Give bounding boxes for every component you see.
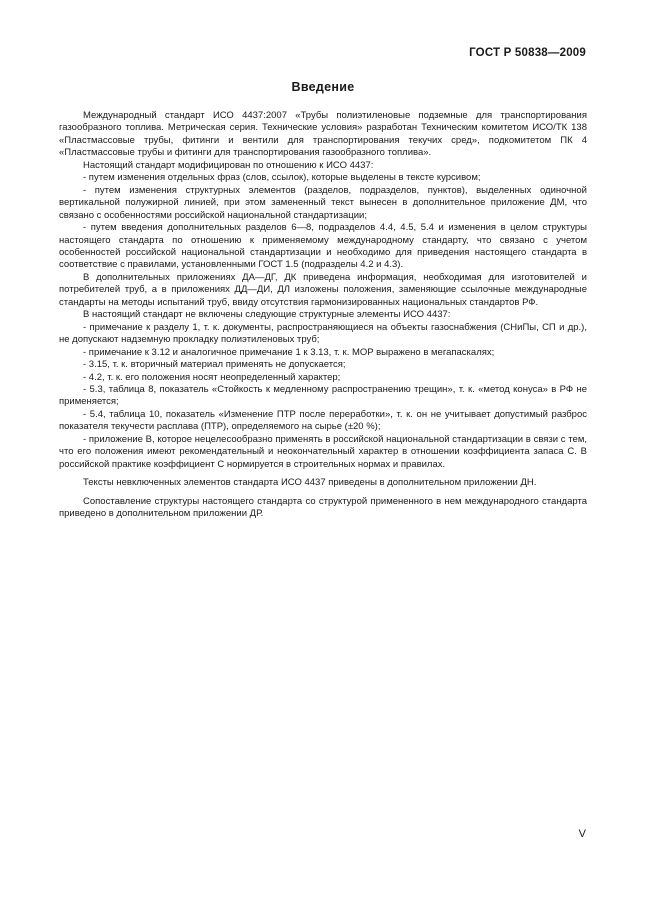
list-item: - путем изменения структурных элементов (разделов, подразделов, пунктов), выделенных одиночной вертикальной полужирной линией, при этом замененный текст вынесен в дополнительное приложение ДМ, что связано с особенностями российской национальной стандартизации; <box>59 184 587 221</box>
list-item: - примечание к разделу 1, т. к. документы, распространяющиеся на объекты газоснабжения (СНиПы, СП и др.), не допускают надземную прокладку полиэтиленовых труб; <box>59 321 587 346</box>
paragraph: Сопоставление структуры настоящего стандарта со структурой примененного в нем международного стандарта приведено в дополнительном приложении ДР. <box>59 495 587 520</box>
paragraph: Настоящий стандарт модифицирован по отношению к ИСО 4437: <box>83 159 374 171</box>
list-item: - 5.3, таблица 8, показатель «Стойкость к медленному распространению трещин», т. к. «метод конуса» в РФ не применяется; <box>59 383 587 408</box>
paragraph: Международный стандарт ИСО 4437:2007 «Трубы полиэтиленовые подземные для транспортирования газообразного топлива. Метрическая серия. Технические условия» разработан Техническим комитетом ИСО/ТК 138 «Пластмассовые трубы, фитинги и вентили для транспортирования текучих сред», подкомитетом ПК 4 «Пластмассовые трубы и фитинги для транспортирования газообразного топлива». <box>59 110 587 159</box>
paragraph: В дополнительных приложениях ДА—ДГ, ДК приведена информация, необходимая для изготовителей и потребителей труб, а в приложениях ДД—ДИ, ДЛ изложены положения, заменяющие ссылочные международные стандарты на методы испытаний труб, ввиду отсутствия гармонизированных национальных стандартов РФ. <box>59 271 587 308</box>
list-item: - 3.15, т. к. вторичный материал применять не допускается; <box>83 359 346 371</box>
body-text <box>59 110 587 521</box>
section-title: Введение <box>291 80 355 94</box>
page-number: V <box>578 828 586 840</box>
list-item: - приложение В, которое нецелесообразно применять в российской национальной стандартизации в связи с тем, что его положения имеют рекомендательный и неокончательный характер в отношении коэффициента запаса С. В российской практике коэффициент С нормируется в строительных нормах и правилах. <box>59 433 587 470</box>
list-item: - примечание к 3.12 и аналогичное примечание 1 к 3.13, т. к. MOP выражено в мегапаскалях; <box>83 346 495 358</box>
paragraph: Тексты невключенных элементов стандарта ИСО 4437 приведены в дополнительном приложении ДН. <box>83 477 537 489</box>
list-item: - путем изменения отдельных фраз (слов, ссылок), которые выделены в тексте курсивом; <box>83 172 481 184</box>
standard-designation: ГОСТ Р 50838—2009 <box>469 47 586 59</box>
paragraph: В настоящий стандарт не включены следующие структурные элементы ИСО 4437: <box>83 309 451 321</box>
list-item: - 5.4, таблица 10, показатель «Изменение ПТР после переработки», т. к. он не учитывает допустимый разброс показателя текучести расплава (ПТР), определяемого на сырье (±20 %); <box>59 408 587 433</box>
list-item: - путем введения дополнительных разделов 6—8, подразделов 4.4, 4.5, 5.4 и изменения в целом структуры настоящего стандарта по отношению к применяемому международному стандарту, что связано с учетом особенностей российской национальной стандартизации и необходимо для приведения настоящего стандарта в соответствие с правилами, установленными ГОСТ 1.5 (подразделы 4.2 и 4.3). <box>59 222 587 271</box>
list-item: - 4.2, т. к. его положения носят неопределенный характер; <box>83 371 341 383</box>
